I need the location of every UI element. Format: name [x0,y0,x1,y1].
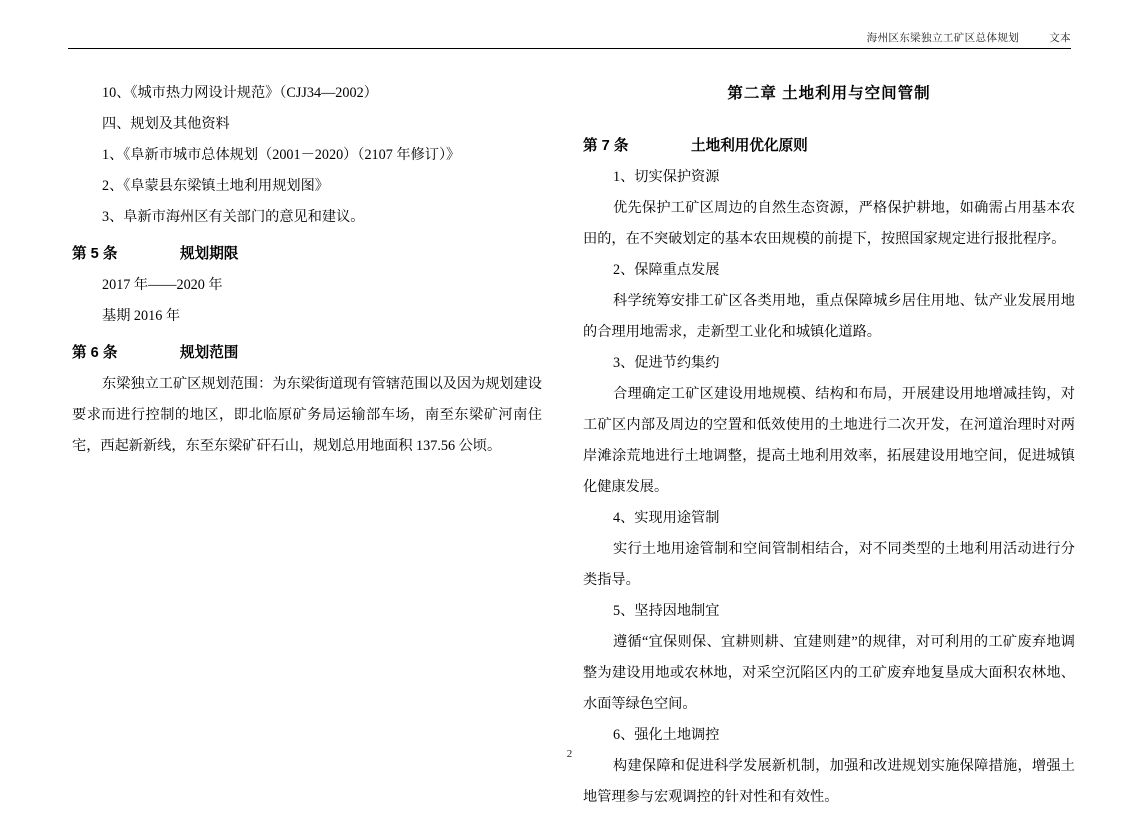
section-heading: 1、切实保护资源 [613,169,720,185]
page-number: 2 [566,748,573,760]
list-item: 3、阜新市海州区有关部门的意见和建议。 [102,209,365,225]
article-name: 规划范围 [180,345,239,361]
article-number: 第 7 条 [583,138,629,154]
list-item: 2、《阜蒙县东梁镇土地利用规划图》 [102,178,329,194]
article-name: 规划期限 [180,246,239,262]
header-document-title: 海州区东梁独立工矿区总体规划 [866,33,1020,44]
article-6-paragraph: 东梁独立工矿区规划范围：为东梁街道现有管辖范围以及因为规划建设要求而进行控制的地区，即北临原矿务局运输部车场，南至东梁矿河南住宅，西起新新线，东至东梁矿矸石山，规划总用地面积 137.56 公顷。 [72,376,542,454]
article-number: 第 5 条 [72,246,118,262]
article-heading-5 [72,239,542,270]
header-document-subtitle: 文本 [1049,33,1071,44]
section-heading: 3、促进节约集约 [613,355,720,371]
section-paragraph: 科学统筹安排工矿区各类用地，重点保障城乡居住用地、钛产业发展用地的合理用地需求，走新型工业化和城镇化道路。 [583,293,1075,340]
right-column [583,78,1075,813]
section-heading: 5、坚持因地制宜 [613,603,720,619]
section-heading: 6、强化土地调控 [613,727,720,743]
list-item: 10、《城市热力网设计规范》（CJJ34—2002） [102,85,378,101]
left-column [72,78,542,462]
list-item: 四、规划及其他资料 [102,116,230,132]
article-heading-7 [583,131,1075,162]
article-5-line: 基期 2016 年 [102,308,181,324]
header-divider [68,48,1071,49]
section-paragraph: 遵循“宜保则保、宜耕则耕、宜建则建”的规律，对可利用的工矿废弃地调整为建设用地或农林地，对采空沉陷区内的工矿废弃地复垦成大面积农林地、水面等绿色空间。 [583,634,1075,712]
article-5-line: 2017 年——2020 年 [102,277,223,293]
section-paragraph: 构建保障和促进科学发展新机制，加强和改进规划实施保障措施，增强土地管理参与宏观调控的针对性和有效性。 [583,758,1075,805]
section-paragraph: 合理确定工矿区建设用地规模、结构和布局，开展建设用地增减挂钩，对工矿区内部及周边的空置和低效使用的土地进行二次开发，在河道治理时对两岸滩涂荒地进行土地调整，提高土地利用效率，拓展建设用地空间，促进城镇化健康发展。 [583,386,1075,495]
page-header [68,30,1071,45]
section-paragraph: 优先保护工矿区周边的自然生态资源，严格保护耕地，如确需占用基本农田的，在不突破划定的基本农田规模的前提下，按照国家规定进行报批程序。 [583,200,1075,247]
article-name: 土地利用优化原则 [691,138,808,154]
chapter-title: 第二章 土地利用与空间管制 [727,85,931,102]
section-heading: 4、实现用途管制 [613,510,720,526]
section-heading: 2、保障重点发展 [613,262,720,278]
article-heading-6 [72,338,542,369]
list-item: 1、《阜新市城市总体规划（2001－2020）（2107 年修订）》 [102,147,461,163]
article-number: 第 6 条 [72,345,118,361]
section-paragraph: 实行土地用途管制和空间管制相结合，对不同类型的土地利用活动进行分类指导。 [583,541,1075,588]
